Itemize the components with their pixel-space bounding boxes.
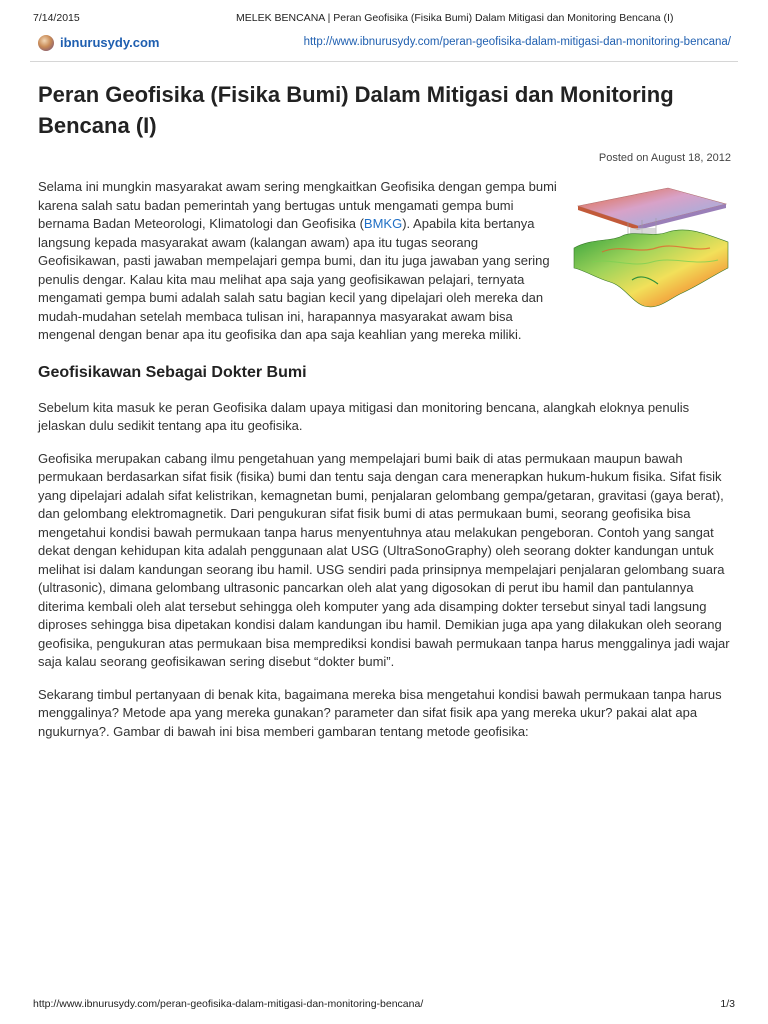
page-number: 1/3 [720,998,735,1010]
footer-url: http://www.ibnurusydy.com/peran-geofisika-dalam-mitigasi-dan-monitoring-bencana/ [33,998,424,1010]
site-bar [38,32,731,56]
print-page-title: MELEK BENCANA | Peran Geofisika (Fisika Bumi) Dalam Mitigasi dan Monitoring Bencana (I) [236,12,674,24]
bmkg-link[interactable]: BMKG [363,216,403,231]
site-name-link[interactable]: ibnurusydy.com [60,35,160,50]
print-header [33,12,735,26]
article-body [38,178,732,755]
posted-date: Posted on August 18, 2012 [598,152,731,164]
intro-text-part2: ). Apabila kita bertanya langsung kepada masyarakat awam (kalangan awam) apa itu tugas seorang Geofisikawan, pasti jawaban mempelajari gempa bumi, dan itu juga jawaban yang sering penulis dengar. Kalau kita mau melihat apa saja yang geofisikawan pelajari, ternyata mengamati gempa bumi adalah salah satu bagian kecil yang dipelajari oleh mereka dan mudah-mudahan setelah membaca tulisan ini, harapannya masyarakat awam bisa mengenal dengan benar apa itu geofisika dan apa saja keahlian yang mereka miliki. [38,216,550,342]
header-divider [30,61,738,62]
geophysics-3d-model-image [572,182,730,314]
paragraph-2: Sebelum kita masuk ke peran Geofisika dalam upaya mitigasi dan monitoring bencana, alangkah eloknya penulis jelaskan dulu sedikit tentang apa itu geofisika. [38,399,690,433]
site-url-link[interactable]: http://www.ibnurusydy.com/peran-geofisika-dalam-mitigasi-dan-monitoring-bencana/ [303,36,731,48]
print-footer [33,998,735,1012]
intro-text-part1: Selama ini mungkin masyarakat awam sering mengkaitkan Geofisika dengan gempa bumi karena salah satu badan pemerintah yang bertugas untuk mengamati gempa bumi bernama Badan Meteorologi, Klimatologi dan Geofisika ( [38,179,557,231]
print-date: 7/14/2015 [33,12,80,24]
paragraph-3: Geofisika merupakan cabang ilmu pengetahuan yang mempelajari bumi baik di atas permukaan maupun bawah permukaan berdasarkan sifat fisik (fisika) bumi dan tentu saja dengan cara menerapkan hukum-hukum fisika. Sifat fisik yang dipelajari adalah sifat kelistrikan, kemagnetan bumi, penjalaran gelombang gempa/getaran, gravitasi (gaya berat), dan gelombang elektromagnetik. Dari pengukuran sifat fisik bumi di atas permukaan bumi, seorang geofisika bisa mengetahui kondisi bawah permukaan tanpa harus menyentuhnya atau melakukan pengeboran. Contoh yang sangat dekat dengan kehidupan kita adalah penggunaan alat USG (UltraSonoGraphy) oleh seorang dokter kandungan untuk melihat isi dalam kandungan seorang ibu hamil. USG sendiri pada prinsipnya mempelajari penjalaran gelombang suara (ultrasonic), dimana gelombang ultrasonic pancarkan oleh alat yang digosokan di perut ibu hamil dan pantulannya diterima kembali oleh alat tersebut sehingga oleh komputer yang ada disamping dokter tersebut sinyal tadi langsung diproses sehingga bisa dipetakan kondisi dalam kandungan ibu hamil. Demikian juga apa yang dilakukan oleh seorang geofisika, pengukuran atas permukaan bisa memprediksi kondisi bawah permukaan tanpa harus menggalinya jadi wajar saja kalau seorang geofisikawan sering disebut “dokter bumi”. [38,450,730,669]
section-heading: Geofisikawan Sebagai Dokter Bumi [38,363,307,381]
intro-paragraph [38,178,732,345]
article-title: Peran Geofisika (Fisika Bumi) Dalam Mitigasi dan Monitoring Bencana (I) [38,82,674,138]
site-logo-icon[interactable] [38,35,54,51]
paragraph-4: Sekarang timbul pertanyaan di benak kita, bagaimana mereka bisa mengetahui kondisi bawah permukaan tanpa harus menggalinya? Metode apa yang mereka gunakan? parameter dan sifat fisik apa yang mereka ukur? pakai alat apa ngukurnya?. Gambar di bawah ini bisa memberi gambaran tentang metode geofisika: [38,686,722,739]
